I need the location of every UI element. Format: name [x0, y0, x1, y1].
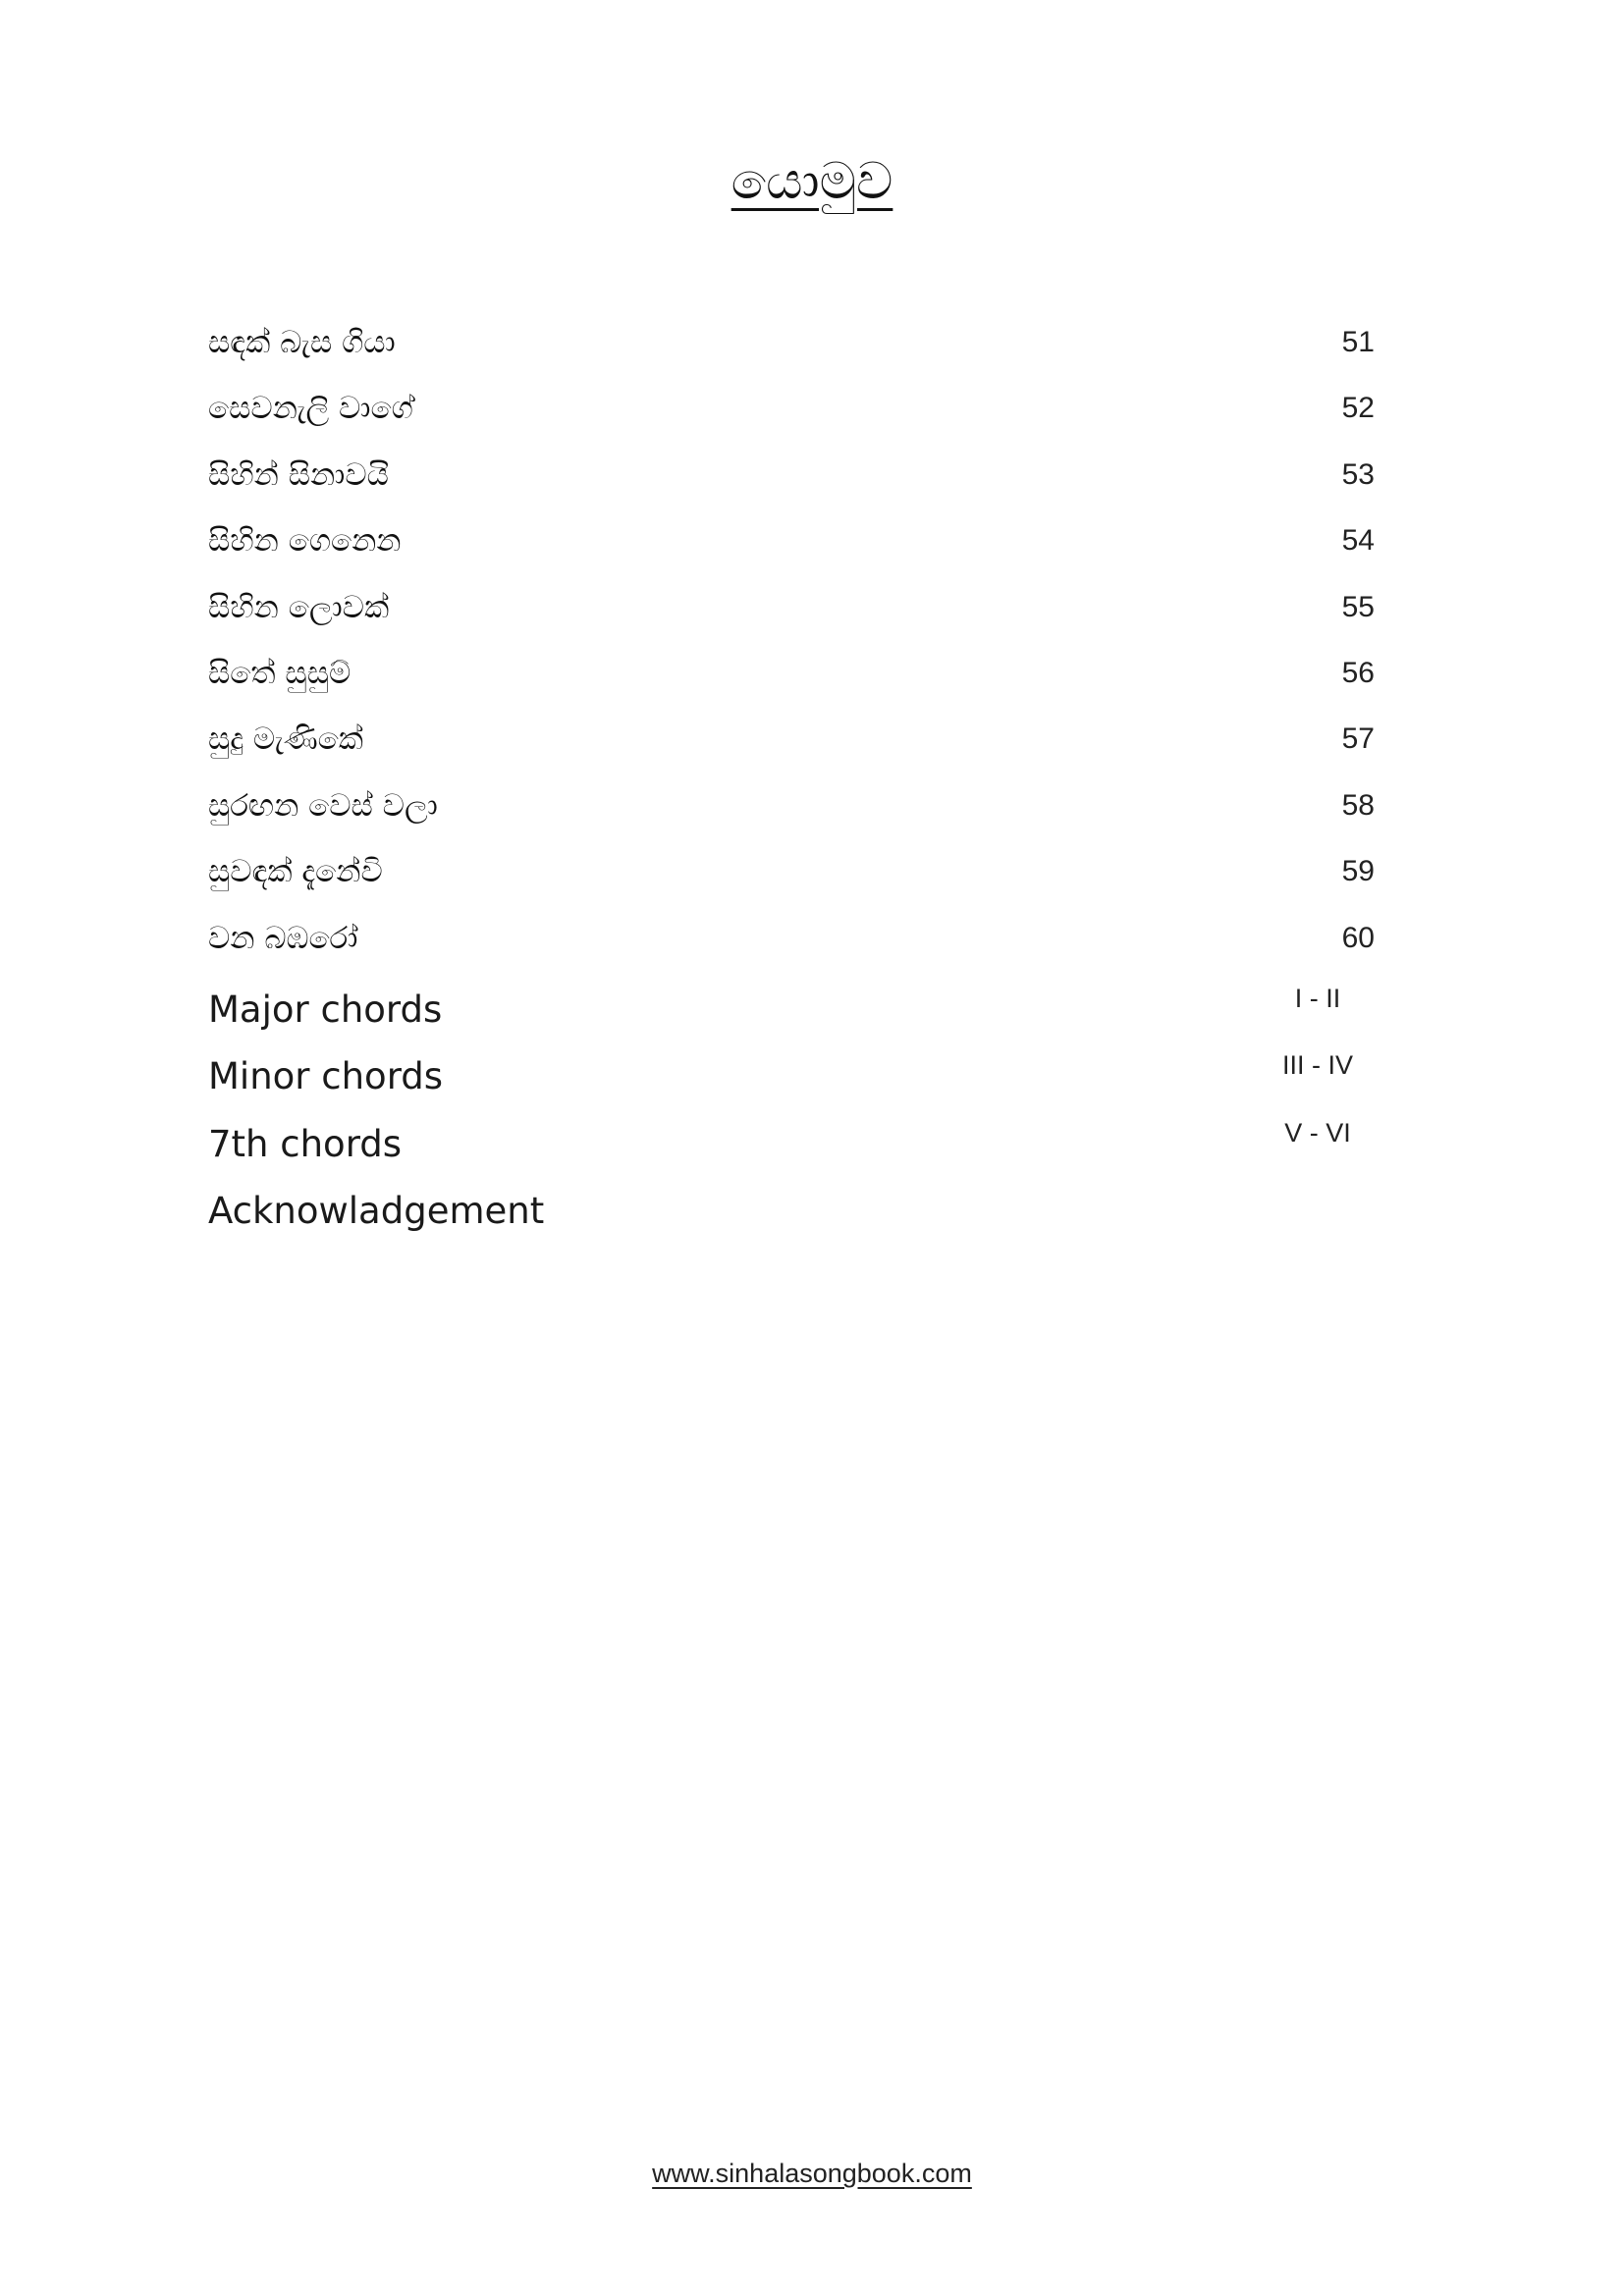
appendix-entry[interactable] — [208, 1038, 1416, 1105]
appendix-entry-page — [1219, 1043, 1416, 1087]
appendix-entry-page-text: III - IV — [1281, 1050, 1353, 1081]
appendix-entry[interactable] — [208, 971, 1416, 1039]
toc-entry-page: 52 — [1341, 392, 1375, 425]
appendix-entry[interactable] — [208, 1105, 1416, 1173]
toc-entry-title: සෙවනැලි වාගේ — [208, 391, 413, 427]
toc-entry-title: සිහින ලොවක් — [208, 589, 390, 625]
toc-entry[interactable] — [208, 706, 1416, 772]
toc-entry-page: 55 — [1341, 590, 1375, 623]
appendix-entry-page — [1219, 1111, 1416, 1154]
toc-entry[interactable] — [208, 905, 1416, 971]
appendix-entry-page — [1219, 977, 1416, 1020]
toc-entry-page: 59 — [1341, 855, 1375, 888]
toc-entry-page: 53 — [1341, 457, 1375, 491]
footer-website-link[interactable]: www.sinhalasongbook.com — [652, 2159, 972, 2188]
toc-entry-page: 56 — [1341, 656, 1375, 689]
toc-entry-title: සිතේ සුසුම් — [208, 655, 352, 691]
appendix-entry-page — [1219, 1178, 1416, 1221]
appendix-entry-page-text: I - II — [1294, 983, 1341, 1013]
toc-entry-page: 57 — [1341, 722, 1375, 756]
appendix-entry-title: Major chords — [208, 988, 443, 1031]
toc-entry-title: සුරඟන වෙස් වලා — [208, 787, 438, 824]
toc-entry-title: සඳක් බැස ගියා — [208, 325, 396, 360]
appendix-entry[interactable] — [208, 1172, 1416, 1240]
toc-entry-page: 60 — [1341, 921, 1375, 954]
appendix-entry-title: Minor chords — [208, 1055, 444, 1098]
toc-entry[interactable] — [208, 838, 1416, 904]
toc-entry[interactable] — [208, 375, 1416, 441]
toc-entry-page: 58 — [1341, 788, 1375, 822]
toc-entry[interactable] — [208, 640, 1416, 706]
appendix-entry-page-text: V - VI — [1284, 1117, 1351, 1148]
appendix-entry-title: Acknowladgement — [208, 1190, 545, 1233]
toc-entry[interactable] — [208, 773, 1416, 838]
toc-entry-page: 51 — [1341, 326, 1375, 358]
toc-entry[interactable] — [208, 309, 1416, 375]
toc-entry-title: සුවඳක් දැනේවි — [208, 854, 383, 890]
toc-entry-title: සුදු මැණිකේ — [208, 721, 363, 758]
toc-entry[interactable] — [208, 574, 1416, 640]
toc-entry-title: සිහින ගෙනෙන — [208, 523, 402, 560]
toc-entry-title: වන බඹරෝ — [208, 920, 358, 956]
toc-entry-title: සිහින් සිනාවයි — [208, 456, 389, 493]
appendix-entry-title: 7th chords — [208, 1122, 403, 1165]
toc-entry[interactable] — [208, 442, 1416, 507]
toc-entry[interactable] — [208, 507, 1416, 573]
table-of-contents — [208, 309, 1416, 1240]
toc-entry-page: 54 — [1341, 524, 1375, 558]
page-title: යොමුව — [731, 152, 893, 211]
